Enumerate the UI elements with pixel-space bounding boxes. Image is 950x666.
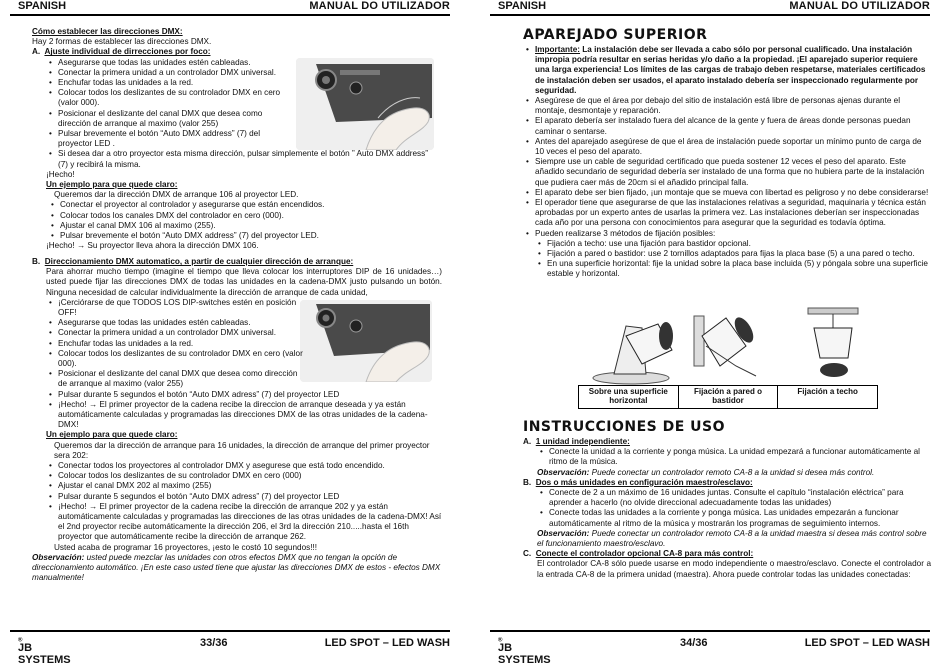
list-item: • Conectar la primera unidad a un controlador DMX universal. (46, 328, 304, 338)
list-item: • Pueden realizarse 3 métodos de fijación posibles: (523, 229, 931, 239)
list-item: • Siempre use un cable de seguridad certificado que pueda sostener 12 veces el peso del aparato. Este añadido secundario de seguridad debería ser instalado de una forma que no hubiera parte de la instalación que pudiera caer más de 20cm si el añadido principal falla. (523, 157, 931, 188)
example-a-intro: Queremos dar la dirección DMX de arranque 106 al proyector LED. (54, 190, 299, 200)
usage-b-heading (523, 478, 931, 488)
list-item: • Antes del aparejado asegúrese de que el área de instalación puede soportar un mínimo punto de carga de 10 veces el peso del aparato. (523, 137, 931, 157)
fixing-methods-list (523, 239, 931, 280)
header-manual-title: MANUAL DO UTILIZADOR (309, 0, 450, 12)
list-item: • ¡Cerciórarse de que TODOS LOS DIP-switches estén en posición OFF! (46, 298, 304, 318)
list-item: • ¡Hecho! → El primer proyector de la cadena recibe la dirección de arranque 202 y ya están automáticamente calculadas y programadas las direcciones de las otras unidades de la cadena-DMX! Así el 2nd proyector recibe automáticamente la dirección 206, el 3rd la dirección 210.....hasta el 16th proyector que automáticamente recibe la dirección de arranque 262. (46, 502, 442, 543)
brand-text: JB SYSTEMS (498, 642, 551, 666)
section-a-label: A. (32, 47, 41, 57)
footer-product: LED SPOT – LED WASH (804, 637, 930, 649)
footer-brand (498, 637, 551, 666)
usage-section (523, 437, 931, 580)
observation-text: Puede conectar un controlador remoto CA-8 a la unidad maestra si desea más control sobre el funcionamiento maestro/esclavo. (537, 528, 927, 549)
list-item: • Posicionar el deslizante del canal DMX que desea como dirección de arranque al maximo (valor 255) (46, 369, 304, 389)
fixture-captions-table (578, 385, 878, 409)
usage-c-heading (523, 549, 931, 559)
list-item: • El aparato debe ser bien fijado, ¡un montaje que se mueva con libertad es peligroso y no debe considerarse! (523, 188, 931, 198)
section-b-list (46, 298, 304, 390)
list-item: • Conectar la primera unidad a un controlador DMX universal. (46, 68, 296, 78)
usage-a-title: 1 unidad independiente: (535, 437, 630, 446)
section-a-list (46, 58, 296, 150)
list-item: • Si desea dar a otro proyector esta misma dirección, pulsar simplemente el botón ” Auto DMX address” (7) y recibirá la misma. (46, 149, 438, 169)
usage-a-label: A. (523, 437, 532, 446)
caption-horizontal: Sobre una superficie horizontal (579, 386, 679, 409)
important-text: La instalación debe ser llevada a cabo sólo por personal cualificado. Una instalación impropia podría resultar en serias heridas y/o daño a la propiedad. ¡El aparejado superior requiere una larga experiencia! Los límites de las cargas de trabajo deben respetarse, materiales certificados de instalación deben ser usados, el aparato instalado debería ser inspeccionado regularmente por seguridad. (535, 45, 926, 95)
page-footer (490, 630, 930, 666)
section-b (32, 257, 442, 584)
list-item: • Colocar todos los canales DMX del controlador en cero (000). (48, 211, 442, 221)
rigging-list (523, 45, 931, 239)
right-page (490, 0, 945, 666)
list-item: • Colocar todos los deslizantes de su controlador DMX en cero (valor 000). (46, 88, 296, 108)
list-item: • Asegurarse que todas las unidades estén cableadas. (46, 318, 304, 328)
usage-a-heading (523, 437, 931, 447)
section-b-label: B. (32, 257, 41, 266)
list-item: • Posicionar el deslizante del canal DMX que desea como dirección de arranque al maximo (valor 255) (46, 109, 296, 129)
list-item: • Pulsar brevemente el botón “Auto DMX address” (7) del proyector LED. (48, 231, 442, 241)
footer-product: LED SPOT – LED WASH (324, 637, 450, 649)
dmx-intro: Hay 2 formas de establecer las direcciones DMX. (32, 37, 212, 47)
usage-c-label: C. (523, 549, 532, 559)
list-item: • El aparato debería ser instalado fuera del alcance de la gente y fuera de áreas donde personas puedan caminar o sentarse. (523, 116, 931, 136)
fixture-wall-illustration (694, 314, 757, 376)
important-note (523, 45, 931, 96)
usage-b-observation (537, 529, 931, 549)
observation-label: Observación: (537, 528, 590, 538)
caption-ceiling: Fijación a techo (778, 386, 878, 409)
list-item: • Ajustar el canal DMX 106 al maximo (255). (48, 221, 442, 231)
list-item: • Colocar todos los deslizantes de su controlador DMX en cero (000) (46, 471, 442, 481)
example-b-intro: Queremos dar la dirección de arranque para 16 unidades, la dirección de arranque del primer proyector sera 202: (54, 440, 430, 460)
header-manual-title: MANUAL DO UTILIZADOR (789, 0, 930, 12)
list-item: • Asegúrese de que el área por debajo del sitio de instalación está libre de personas ajenas durante el montaje, desmontaje y reparación. (523, 96, 931, 116)
registered-mark: ® (498, 637, 503, 644)
list-item: • Colocar todos los deslizantes de su controlador DMX en cero (valor 000). (46, 349, 304, 369)
footer-page-number: 34/36 (680, 637, 708, 649)
section-a-done: ¡Hecho! (46, 169, 75, 179)
usage-c-text: El controlador CA-8 sólo puede usarse en modo independiente o maestro/esclavo. Conecte el controlador a la entrada CA-8 de la primera unidad (maestra). Ahora puede controlar todas las unidades conectadas: (537, 559, 931, 579)
caption-wall: Fijación a pared o bastidor (678, 386, 778, 409)
usage-b-list (537, 488, 931, 529)
observation-label: Observación: (32, 552, 85, 562)
list-item: • Fijación a pared o bastidor: use 2 tornillos adaptados para fijas la placa base (5) a una pared o techo. (523, 249, 931, 259)
list-item: • Pulsar durante 5 segundos el botón “Auto DMX adress” (7) del proyector LED (46, 492, 442, 502)
fixture-illustrations (586, 306, 876, 386)
list-item: • Conecte la unidad a la corriente y ponga música. La unidad empezará a funcionar automáticamente al ritmo de la música. (537, 447, 931, 467)
list-item: • Conecte de 2 a un máximo de 16 unidades juntas. Consulte el capítulo “instalación eléctrica” para aprender a hacerlo (no olvide direccional adecuadamente todas las unidades) (537, 488, 931, 508)
page-header (490, 0, 930, 16)
list-item: • Pulsar brevemente el botón “Auto DMX address” (7) del proyector LED . (46, 129, 296, 149)
registered-mark: ® (18, 637, 23, 644)
fixture-horizontal-illustration (593, 322, 673, 384)
section-a-title: Ajuste individual de dirrecciones por foco: (44, 47, 211, 57)
usage-a-observation (537, 468, 931, 478)
example-a-list (48, 200, 442, 241)
section-b-intro: Para ahorrar mucho tiempo (imagine el tiempo que lleva colocar los interruptores DIP de 16 unidades…) usted puede fijar las direcciones DMX de todas las unidades en la cadena-DMX justo pulsando un botón. Ninguna necesidad de calcular individualmente la dirección de arranque de cada unidad, (46, 267, 442, 297)
example-b-after: Usted acaba de programar 16 proyectores, ¡esto le costó 10 segundos!!! (54, 542, 318, 552)
list-item: • Ajustar el canal DMX 202 al maximo (255) (46, 481, 442, 491)
observation-text: usted puede mezclar las unidades con otros efectos DMX que no tengan la opción de direccionamiento automático. ¡En este caso usted tiene que ajustar las direcciones DMX de estos - efectos DMX manualmente! (32, 552, 441, 583)
page-footer (10, 630, 450, 666)
list-item: • El operador tiene que asegurarse de que las instalaciones relativas a seguridad, maquinaria y técnica están aprobadas por un experto antes de usarlas la primera vez. Las instalaciones deberían ser inspeccionadas cada año por una persona con conocimientos para asegurar que la seguridad es todavía óptima. (523, 198, 931, 229)
footer-page-number: 33/36 (200, 637, 228, 649)
list-item: • Fijación a techo: use una fijación para bastidor opcional. (523, 239, 931, 249)
usage-c-title: Conecte el controlador opcional CA-8 para más control: (535, 549, 754, 559)
section-b-list-wide (46, 390, 438, 431)
brand-text: JB SYSTEMS (18, 642, 71, 666)
header-language: SPANISH (498, 0, 547, 12)
observation-label: Observación: (537, 467, 590, 477)
list-item: • Enchufar todas las unidades a la red. (46, 78, 296, 88)
left-page (10, 0, 465, 666)
list-item: • Conectar el proyector al controlador y asegurarse que están encendidos. (48, 200, 442, 210)
example-b-title: Un ejemplo para que quede claro: (46, 430, 178, 440)
example-b-list (46, 461, 442, 543)
observation-text: Puede conectar un controlador remoto CA-8 a la unidad si desea más control. (589, 467, 875, 477)
header-language: SPANISH (18, 0, 67, 12)
list-item: • Asegurarse que todas las unidades estén cableadas. (46, 58, 296, 68)
fixture-ceiling-illustration (808, 308, 858, 377)
page-header (10, 0, 450, 16)
usage-b-title: Dos o más unidades en configuración maestro/esclavo: (535, 477, 753, 487)
list-item: • Conecte todas las unidades a la corriente y ponga música. Las unidades empezarán a funcionar automáticamente al ritmo de la música y mostrarán los programas de seguimiento internos. (537, 508, 931, 528)
rigging-title: APAREJADO SUPERIOR (523, 27, 708, 43)
list-item: • Enchufar todas las unidades a la red. (46, 339, 304, 349)
rigging-section (523, 45, 931, 280)
example-a-done: ¡Hecho! → Su proyector lleva ahora la dirección DMX 106. (46, 241, 259, 251)
section-a-heading (32, 47, 442, 57)
list-item: • En una superficie horizontal: fije la unidad sobre la placa base incluida (5) y póngala sobre una superficie estable y horizontal. (523, 259, 931, 279)
section-dmx-address (32, 27, 442, 251)
usage-a-list (537, 447, 931, 467)
section-a-list-wide (46, 149, 438, 169)
usage-title: INSTRUCCIONES DE USO (523, 419, 726, 435)
list-item: • ¡Hecho! → El primer proyector de la cadena recibe la direccion de arranque deseada y ya están automáticamente calculadas y programadas las direcciones DMX de las otras unidades de la cadena-DMX! (46, 400, 438, 431)
usage-b-label: B. (523, 477, 532, 487)
important-label: Importante: (535, 45, 581, 54)
dmx-title: Cómo establecer las direcciones DMX: (32, 27, 183, 36)
footer-brand (18, 637, 71, 666)
list-item: • Pulsar durante 5 segundos el botón “Auto DMX adress” (7) del proyector LED (46, 390, 438, 400)
section-b-title: Direccionamiento DMX automatico, a partir de cualquier dirección de arranque: (44, 257, 354, 266)
section-b-heading (32, 257, 442, 267)
list-item: • Conectar todos los proyectores al controlador DMX y asegurese que está todo encendido. (46, 461, 442, 471)
example-a-title: Un ejemplo para que quede claro: (46, 180, 178, 190)
observation-b (32, 553, 442, 584)
